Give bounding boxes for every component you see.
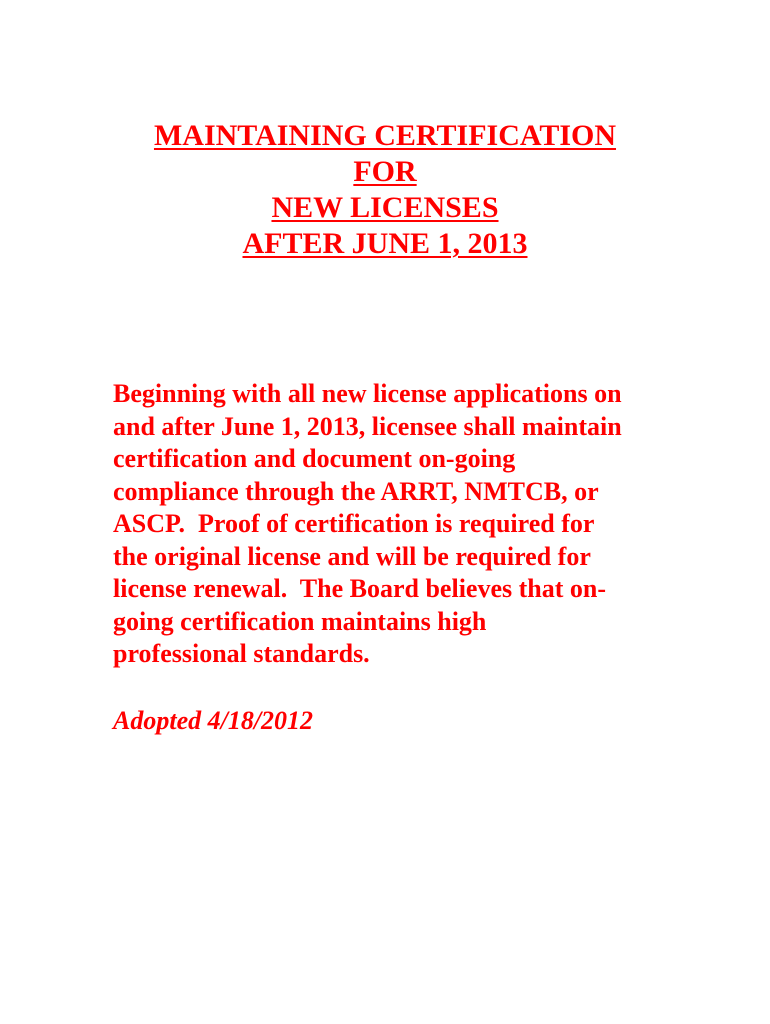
title-line-3: NEW LICENSES — [271, 191, 499, 224]
body-line-2: and after June 1, 2013, licensee shall maintain — [113, 411, 622, 441]
body-line-4: compliance through the ARRT, NMTCB, or — [113, 476, 599, 506]
title-line-2: FOR — [353, 155, 417, 188]
body-line-8: going certification maintains high — [113, 606, 487, 636]
body-line-3: certification and document on-going — [113, 444, 516, 473]
title-line-4: AFTER JUNE 1, 2013 — [242, 227, 528, 260]
body-line-7: license renewal. The Board believes that on- — [113, 574, 607, 603]
body-paragraph — [113, 378, 673, 671]
title-line-1: MAINTAINING CERTIFICATION — [153, 119, 617, 152]
body-line-5: ASCP. Proof of certification is required for — [113, 509, 595, 538]
adopted-date: Adopted 4/18/2012 — [113, 706, 314, 735]
body-line-9: professional standards. — [113, 639, 370, 668]
body-line-1: Beginning with all new license applications on — [113, 379, 622, 408]
document-title — [0, 118, 770, 262]
body-line-6: the original license and will be required for — [113, 541, 591, 571]
